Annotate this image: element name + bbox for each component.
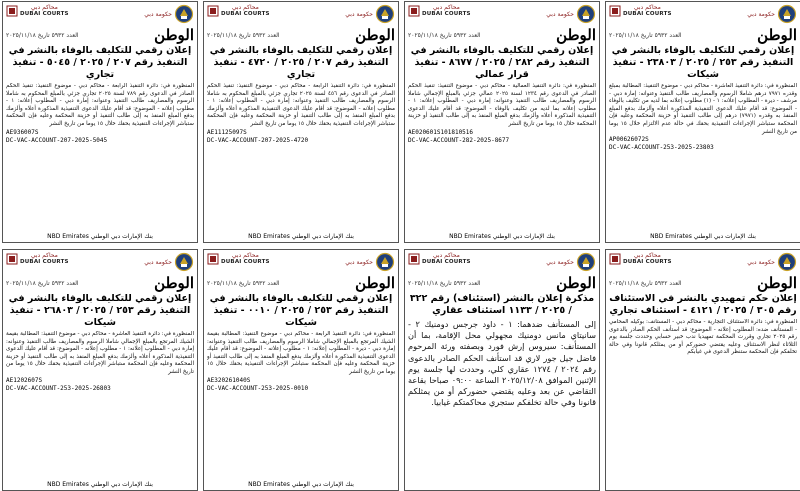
notice-title: إعلان رقمي للتكليف بالوفاء بالنشر في التنفيذ رقم ٢٨٢ / ٢٠٢٥ / ٨٦٧٧ - تنفيذ قرار عمالي [410, 45, 594, 80]
legal-notice-1 [605, 1, 800, 243]
notice-header [6, 252, 194, 274]
dubai-courts-logo [609, 252, 672, 266]
account-code-1: AE020601S101810516 [408, 128, 474, 136]
bank-footer: بنك الإمارات دبي الوطني NBD Emirates [47, 233, 153, 240]
account-code-1: AE936007S [6, 128, 39, 136]
newspaper-name: الوطن [556, 25, 596, 44]
newspaper-row [207, 274, 395, 292]
account-code-2: DC-VAC-ACCOUNT-207-2025-4720 [207, 136, 309, 144]
court-name-english: DUBAI COURTS [20, 11, 69, 17]
dubai-courts-logo-icon [609, 5, 621, 17]
bank-footer: بنك الإمارات دبي الوطني NBD Emirates [47, 481, 153, 488]
notice-title: إعلان رقمي للتكليف بالوفاء بالنشر في التنفيذ رقم ٢٠٧ / ٢٠٢٥ / ٤٧٢٠ - تنفيذ تجاري [209, 45, 393, 80]
newspaper-row [609, 274, 797, 292]
notice-body: إلى المستأنف ضدهما: ١ - داود جرجس دومنيك ٢ - سانيتاي مانس دومنيك مجهولي محل الإقامة، بما أن المستأنف: سيروس إرش فورد وبصفته ورثة المرحوم فاضل جيل جور لاري قد استأنف الحكم الصادر بالدعوى رقم ٢٠٢٤ / ١٢٧٤ عقاري كلي، وحددت لها جلسة يوم الإثنين الموافق ٢٠٢٥/١٢/٠٨ الساعة ٠٩:٠٠ صباحا بقاعة التقاضي عن بعد وعليه يقتضي حضوركم أو من يمثلكم قانونا وفي حالة تخلفكم ستجري محاكمتكم غيابيا. [408, 319, 596, 408]
notice-title: إعلان رقمي للتكليف بالوفاء بالنشر في التنفيذ رقم ٢٥٣ / ٢٠٢٥ / ٢٦٨٠٣ - تنفيذ شيكات [8, 293, 192, 328]
legal-notice-4 [2, 1, 198, 243]
issue-date: العدد ٥٩٣٢ تاريخ ٢٠٢٥/١١/١٨ [408, 279, 481, 287]
dubai-government-crest-icon [375, 252, 395, 272]
dubai-courts-logo-icon [408, 5, 420, 17]
legal-notice-3 [203, 1, 399, 243]
newspaper-row [6, 26, 194, 44]
bank-footer: بنك الإمارات دبي الوطني NBD Emirates [248, 481, 354, 488]
notice-title: إعلان رقمي للتكليف بالوفاء بالنشر في التنفيذ رقم ٢٠٧ / ٢٠٢٥ / ٥٠٤٥ - تنفيذ تجاري [8, 45, 192, 80]
court-name-english: DUBAI COURTS [422, 259, 471, 265]
dubai-courts-logo-icon [408, 253, 420, 265]
dubai-courts-logo [6, 4, 69, 18]
dubai-courts-logo-icon [609, 253, 621, 265]
dubai-courts-logo [609, 4, 672, 18]
court-name-arabic: محاكم دبي [633, 252, 661, 259]
dubai-government-logo [747, 4, 797, 24]
dubai-courts-logo [408, 4, 471, 18]
newspaper-name: الوطن [757, 25, 797, 44]
notice-body: المنظورة في: دائرة التنفيذ الرابعة - محاكم دبي - موضوع التنفيذ: تنفيذ الحكم الصادر في الدعوى رقم ٧٨٩ لسنة ٢٠٢٥ تجاري جزئي بالمبلغ المحكوم به شاملا الرسوم والمصاريف طالب التنفيذ وعنوانه: إمارة دبي - المطلوب إعلانه: ١ - مطلوب إعلانه - الموضوع: قد أقام عليك الدعوى التنفيذية المذكورة أعلاه وألزمك بدفع المبلغ المنفذ به إلى طالب التنفيذ أو خزينة المحكمة وعليه فإن المحكمة ستباشر الإجراءات التنفيذية بحقك خلال ١٥ يوما من تاريخ النشر [6, 83, 194, 127]
notice-header [408, 4, 596, 26]
government-name: حكومة دبي [144, 258, 172, 266]
court-name-arabic: محاكم دبي [30, 4, 58, 11]
account-code-2: DC-VAC-ACCOUNT-253-2025-26803 [6, 384, 111, 392]
notice-header [6, 4, 194, 26]
court-name-english: DUBAI COURTS [221, 259, 270, 265]
legal-notice-6 [404, 249, 600, 491]
government-name: حكومة دبي [144, 10, 172, 18]
legal-notice-8 [2, 249, 198, 491]
court-name-arabic: محاكم دبي [231, 252, 259, 259]
dubai-government-crest-icon [576, 4, 596, 24]
dubai-government-crest-icon [375, 4, 395, 24]
newspaper-row [408, 26, 596, 44]
notice-header [207, 4, 395, 26]
court-names [221, 252, 270, 266]
dubai-government-crest-icon [174, 252, 194, 272]
account-code-1: AP00626072S [609, 136, 649, 144]
notice-body: المنظورة في: دائرة التنفيذ الرابعة - محاكم دبي - موضوع التنفيذ: تنفيذ الحكم الصادر في الدعوى رقم ٤٥٦ لسنة ٢٠٢٥ تجاري جزئي بالمبلغ المحكوم به شاملا الرسوم والمصاريف طالب التنفيذ وعنوانه: إمارة دبي - المطلوب إعلانه: ١ - مطلوب إعلانه - الموضوع: قد أقام عليك الدعوى التنفيذية المذكورة أعلاه وألزمك بدفع المبلغ المنفذ به إلى طالب التنفيذ أو خزينة المحكمة وعليه فإن المحكمة ستباشر الإجراءات التنفيذية بحقك خلال ١٥ يوما من تاريخ النشر [207, 83, 395, 127]
court-names [20, 252, 69, 266]
notice-header [609, 252, 797, 274]
newspaper-row [207, 26, 395, 44]
notice-body: المنظورة في: دائرة التنفيذ العمالية - محاكم دبي - موضوع التنفيذ: تنفيذ الحكم الصادر في الدعوى رقم ١٢٣٤ لسنة ٢٠٢٥ عمالي جزئي بالمبلغ الإجمالي شاملا الرسوم والمصاريف طالب التنفيذ وعنوانه: إمارة دبي - المطلوب إعلانه: ١ - مطلوب إعلانه بما لديه من تكليف بالوفاء - الموضوع: قد أقام عليك الدعوى التنفيذية المذكورة أعلاه وألزمك بدفع المبلغ المنفذ به إلى طالب التنفيذ أو خزينة المحكمة خلال ١٥ يوما من تاريخ النشر [408, 83, 596, 127]
notice-title: إعلان رقمي للتكليف بالوفاء بالنشر في التنفيذ رقم ٢٥٣ / ٢٠٢٥ / ٢٣٨٠٣ - تنفيذ شيكات [611, 45, 795, 80]
court-name-arabic: محاكم دبي [633, 4, 661, 11]
government-name: حكومة دبي [747, 10, 775, 18]
dubai-government-logo [747, 252, 797, 272]
court-name-arabic: محاكم دبي [231, 4, 259, 11]
court-names [221, 4, 270, 18]
newspaper-row [408, 274, 596, 292]
government-name: حكومة دبي [747, 258, 775, 266]
notice-body: المنظورة في: دائرة التنفيذ العاشرة - محاكم دبي - موضوع التنفيذ: المطالبة بمبلغ وقدره ٧٩٧١ درهم شاملا الرسوم والمصاريف طالب التنفيذ وعنوانه: إمارة دبي - مرشف - ديرة - المطلوب إعلانه: ١ - (١) مطلوب إعلانه بما لديه من تكليف بالوفاء - الموضوع: قد أقام عليك الدعوى التنفيذية المذكورة أعلاه وألزمك بدفع المبلغ المنفذ به وقدره (٧٩٧١) درهم إلى طالب التنفيذ أو خزينة المحكمة وعليه فإن المحكمة ستباشر الإجراءات التنفيذية بحقك في حالة عدم الالتزام خلال ١٥ يوما من تاريخ النشر [609, 83, 797, 135]
account-code-1: AE1202607S [6, 376, 43, 384]
bank-footer: بنك الإمارات دبي الوطني NBD Emirates [650, 233, 756, 240]
issue-date: العدد ٥٩٣٢ تاريخ ٢٠٢٥/١١/١٨ [609, 31, 682, 39]
government-name: حكومة دبي [345, 258, 373, 266]
account-code-1: AE320261040S [207, 376, 251, 384]
court-name-english: DUBAI COURTS [623, 259, 672, 265]
account-code-2: DC-VAC-ACCOUNT-253-2025-23803 [609, 144, 714, 152]
issue-date: العدد ٥٩٣٢ تاريخ ٢٠٢٥/١١/١٨ [609, 279, 682, 287]
court-names [422, 252, 471, 266]
issue-date: العدد ٥٩٣٢ تاريخ ٢٠٢٥/١١/١٨ [207, 279, 280, 287]
legal-notice-2 [404, 1, 600, 243]
notice-title: إعلان حكم تمهيدي بالنشر في الاستئناف رقم ٣٠٥ / ٢٠٢٥ / ٤١٢١ - استئناف تجاري [609, 293, 797, 316]
dubai-courts-logo [408, 252, 471, 266]
newspaper-row [609, 26, 797, 44]
dubai-government-logo [546, 252, 596, 272]
newspaper-name: الوطن [556, 273, 596, 292]
notice-header [609, 4, 797, 26]
dubai-courts-logo [207, 252, 270, 266]
dubai-courts-logo-icon [207, 253, 219, 265]
court-name-arabic: محاكم دبي [432, 4, 460, 11]
court-names [623, 4, 672, 18]
legal-notice-5 [605, 249, 800, 491]
bank-footer: بنك الإمارات دبي الوطني NBD Emirates [449, 233, 555, 240]
government-name: حكومة دبي [546, 258, 574, 266]
notice-title: مذكرة إعلان بالنشر (استئناف) رقم ٣٢٢ / ٢٠٢٥ / ١١٣٣ استئناف عقاري [409, 293, 595, 316]
issue-date: العدد ٥٩٣٢ تاريخ ٢٠٢٥/١١/١٨ [6, 279, 79, 287]
newspaper-name: الوطن [154, 25, 194, 44]
court-name-english: DUBAI COURTS [422, 11, 471, 17]
dubai-courts-logo-icon [6, 253, 18, 265]
notice-title: إعلان رقمي للتكليف بالوفاء بالنشر في التنفيذ رقم ٢٥٣ / ٢٠٢٥ / ٠٠١٠ - تنفيذ شيكات [209, 293, 393, 328]
court-names [20, 4, 69, 18]
notice-body: المنظورة في: دائرة الاستئناف التجارية - محاكم دبي - المستأنف: بوكيله المحامي - المستأنف ضده: المطلوب إعلانه - الموضوع: قد استأنف الحكم الصادر بالدعوى رقم ٢٠٢٥ تجاري وقررت المحكمة تمهيديا ندب خبير حسابي وحددت جلسة يوم الثلاثاء لنظر الاستئناف وعليه يقتضي حضوركم أو من يمثلكم قانونا وفي حالة تخلفكم فإن المحكمة ستنظر الدعوى في غيابكم [609, 319, 797, 356]
dubai-government-crest-icon [777, 4, 797, 24]
issue-date: العدد ٥٩٣٢ تاريخ ٢٠٢٥/١١/١٨ [408, 31, 481, 39]
court-names [422, 4, 471, 18]
bank-footer: بنك الإمارات دبي الوطني NBD Emirates [248, 233, 354, 240]
notice-header [408, 252, 596, 274]
notice-body: المنظورة في: دائرة التنفيذ الرابعة - محاكم دبي - موضوع التنفيذ: المطالبة بقيمة الشيك المرتجع بالمبلغ الإجمالي شاملا الرسوم والمصاريف طالب التنفيذ وعنوانه: إمارة دبي - ديرة - المطلوب إعلانه: ١ - مطلوب إعلانه - الموضوع: قد أقام عليك الدعوى التنفيذية المذكورة أعلاه وألزمك بدفع المبلغ المنفذ به إلى طالب التنفيذ أو خزينة المحكمة وعليه فإن المحكمة ستباشر الإجراءات التنفيذية بحقك خلال ١٥ يوما من تاريخ النشر [207, 331, 395, 375]
account-code-2: DC-VAC-ACCOUNT-282-2025-8677 [408, 136, 510, 144]
issue-date: العدد ٥٩٣٢ تاريخ ٢٠٢٥/١١/١٨ [207, 31, 280, 39]
dubai-government-logo [144, 4, 194, 24]
court-name-arabic: محاكم دبي [432, 252, 460, 259]
account-code-2: DC-VAC-ACCOUNT-253-2025-0010 [207, 384, 309, 392]
government-name: حكومة دبي [546, 10, 574, 18]
newspaper-name: الوطن [154, 273, 194, 292]
government-name: حكومة دبي [345, 10, 373, 18]
account-code-1: AE11125097S [207, 128, 247, 136]
newspaper-name: الوطن [355, 25, 395, 44]
court-name-arabic: محاكم دبي [30, 252, 58, 259]
dubai-government-logo [144, 252, 194, 272]
court-name-english: DUBAI COURTS [221, 11, 270, 17]
dubai-government-logo [546, 4, 596, 24]
newspaper-name: الوطن [355, 273, 395, 292]
notice-header [207, 252, 395, 274]
dubai-courts-logo-icon [207, 5, 219, 17]
court-name-english: DUBAI COURTS [623, 11, 672, 17]
dubai-government-crest-icon [777, 252, 797, 272]
court-name-english: DUBAI COURTS [20, 259, 69, 265]
newspaper-name: الوطن [757, 273, 797, 292]
account-code-2: DC-VAC-ACCOUNT-207-2025-5045 [6, 136, 108, 144]
dubai-courts-logo [207, 4, 270, 18]
newspaper-row [6, 274, 194, 292]
dubai-government-crest-icon [174, 4, 194, 24]
court-names [623, 252, 672, 266]
legal-notice-7 [203, 249, 399, 491]
dubai-government-crest-icon [576, 252, 596, 272]
dubai-courts-logo [6, 252, 69, 266]
dubai-government-logo [345, 4, 395, 24]
issue-date: العدد ٥٩٣٢ تاريخ ٢٠٢٥/١١/١٨ [6, 31, 79, 39]
dubai-government-logo [345, 252, 395, 272]
notice-body: المنظورة في: دائرة التنفيذ العاشرة - محاكم دبي - موضوع التنفيذ: المطالبة بقيمة الشيك المرتجع بالمبلغ الإجمالي شاملا الرسوم والمصاريف طالب التنفيذ وعنوانه: إمارة دبي - المطلوب إعلانه: ١ - مطلوب إعلانه - الموضوع: قد أقام عليك الدعوى التنفيذية المذكورة أعلاه وألزمك بدفع المبلغ المنفذ به إلى طالب التنفيذ أو خزينة المحكمة وعليه فإن المحكمة ستباشر الإجراءات التنفيذية بحقك خلال ١٥ يوما من تاريخ النشر [6, 331, 194, 375]
dubai-courts-logo-icon [6, 5, 18, 17]
